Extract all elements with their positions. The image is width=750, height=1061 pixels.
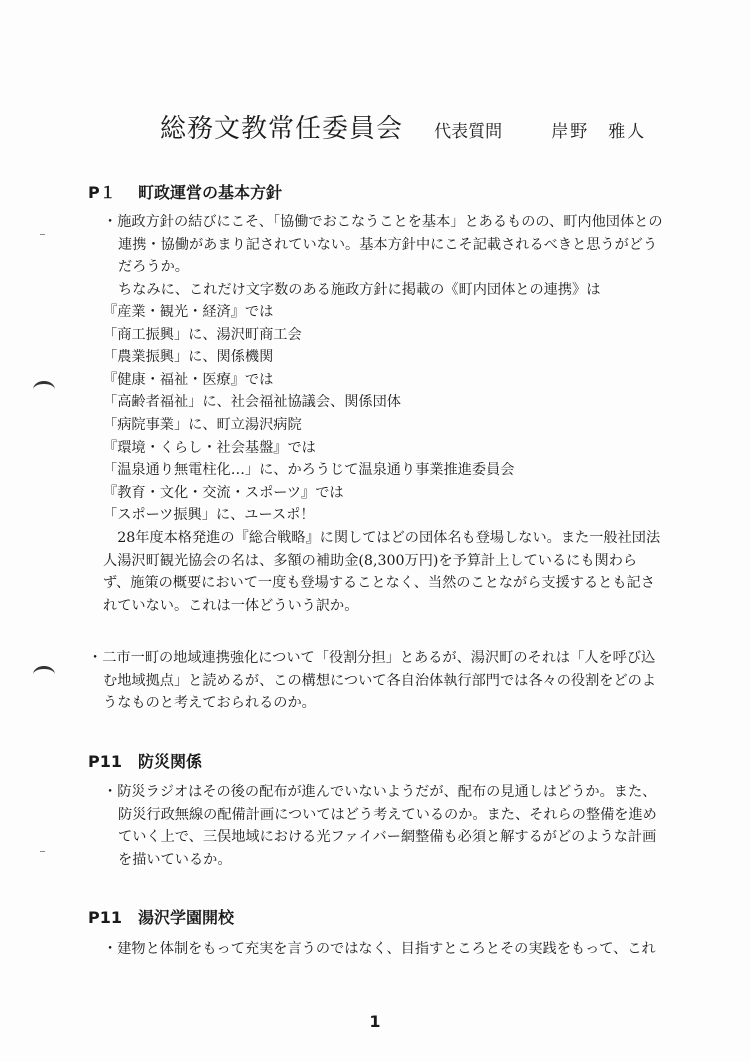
- list-item: 「温泉通り無電柱化…」に、かろうじて温泉通り事業推進委員会: [103, 462, 515, 479]
- paragraph: [103, 938, 656, 961]
- section-title: 防災関係: [138, 752, 203, 771]
- list-item: 『産業・観光・経済』では: [103, 304, 274, 320]
- punch-hole-mark: [33, 666, 55, 683]
- text-line: ・防災ラジオはその後の配布が進んでいないようだが、配布の見通しはどうか。また、: [103, 784, 657, 800]
- section-heading: [88, 180, 282, 203]
- list-item: 「病院事業」に、町立湯沢病院: [103, 416, 302, 433]
- paragraph: [103, 781, 657, 871]
- text-line: ていく上で、三俣地域における光ファイバー網整備も必須と解するがどのような計画: [118, 829, 657, 846]
- scan-speck: [40, 851, 45, 852]
- text-line: れていない。これは一体どういう訳か。: [103, 597, 359, 614]
- text-line: うなものと考えておられるのか。: [103, 695, 316, 712]
- punch-hole-mark: [33, 381, 55, 398]
- organization-list: [103, 301, 514, 527]
- text-line: だろうか。: [118, 259, 189, 276]
- text-line: 防災行政無線の配備計画についてはどう考えているのか。また、それらの整備を進め: [118, 806, 657, 823]
- section-page-ref: P11: [88, 752, 122, 771]
- document-title: [160, 108, 646, 145]
- list-item: 「農業振興」に、関係機関: [103, 349, 274, 366]
- list-item: 「高齢者福祉」に、社会福祉協議会、関係団体: [103, 394, 401, 411]
- paragraph: [103, 527, 660, 617]
- text-line: 連携・協働があまり記されていない。基本方針中にこそ記載されるべきと思うがどう: [118, 236, 658, 253]
- section-heading: [88, 905, 234, 928]
- committee-name: 総務文教常任委員会: [160, 114, 404, 144]
- section-page-ref: P１: [88, 183, 116, 202]
- list-item: 「商工振興」に、湯沢町商工会: [103, 326, 302, 343]
- questioner-name: 岸野 雅人: [551, 122, 647, 142]
- question-type: 代表質問: [434, 122, 503, 142]
- text-line: を描いているか。: [118, 851, 232, 868]
- paragraph: [88, 647, 656, 715]
- text-line: ず、施策の概要において一度も登場することなく、当然のことながら支援するとも記さ: [103, 575, 655, 592]
- section-title: 町政運営の基本方針: [138, 183, 283, 202]
- text-line: む地域拠点」と読めるが、この構想について各自治体執行部門では各々の役割をどのよ: [103, 672, 657, 689]
- list-item: 『健康・福祉・医療』では: [103, 371, 274, 388]
- text-line: ・二市一町の地域連携強化について「役割分担」とあるが、湯沢町のそれは「人を呼び込: [88, 650, 656, 666]
- list-item: 『教育・文化・交流・スポーツ』では: [103, 484, 344, 501]
- section-heading: [88, 749, 202, 772]
- list-item: 「スポーツ振興」に、ユースポ！: [103, 507, 315, 524]
- section-page-ref: P11: [88, 908, 122, 927]
- text-line: ・建物と体制をもって充実を言うのではなく、目指すところとその実践をもって、これ: [103, 941, 656, 957]
- scan-speck: [40, 234, 45, 235]
- text-line: ・施政方針の結びにこそ、「協働でおこなうことを基本」とあるものの、町内他団体との: [103, 214, 663, 230]
- page-number: 1: [369, 1012, 381, 1031]
- text-line: ちなみに、これだけ文字数のある施政方針に掲載の《町内団体との連携》は: [118, 281, 601, 298]
- list-item: 『環境・くらし・社会基盤』では: [103, 439, 316, 456]
- section-title: 湯沢学園開校: [138, 908, 235, 927]
- text-line: 人湯沢町観光協会の名は、多額の補助金(8,300万円)を予算計上しているにも関わら: [103, 552, 638, 569]
- text-line: 28年度本格発進の『総合戦略』に関してはどの団体名も登場しない。また一般社団法: [103, 530, 661, 546]
- paragraph: [103, 211, 663, 301]
